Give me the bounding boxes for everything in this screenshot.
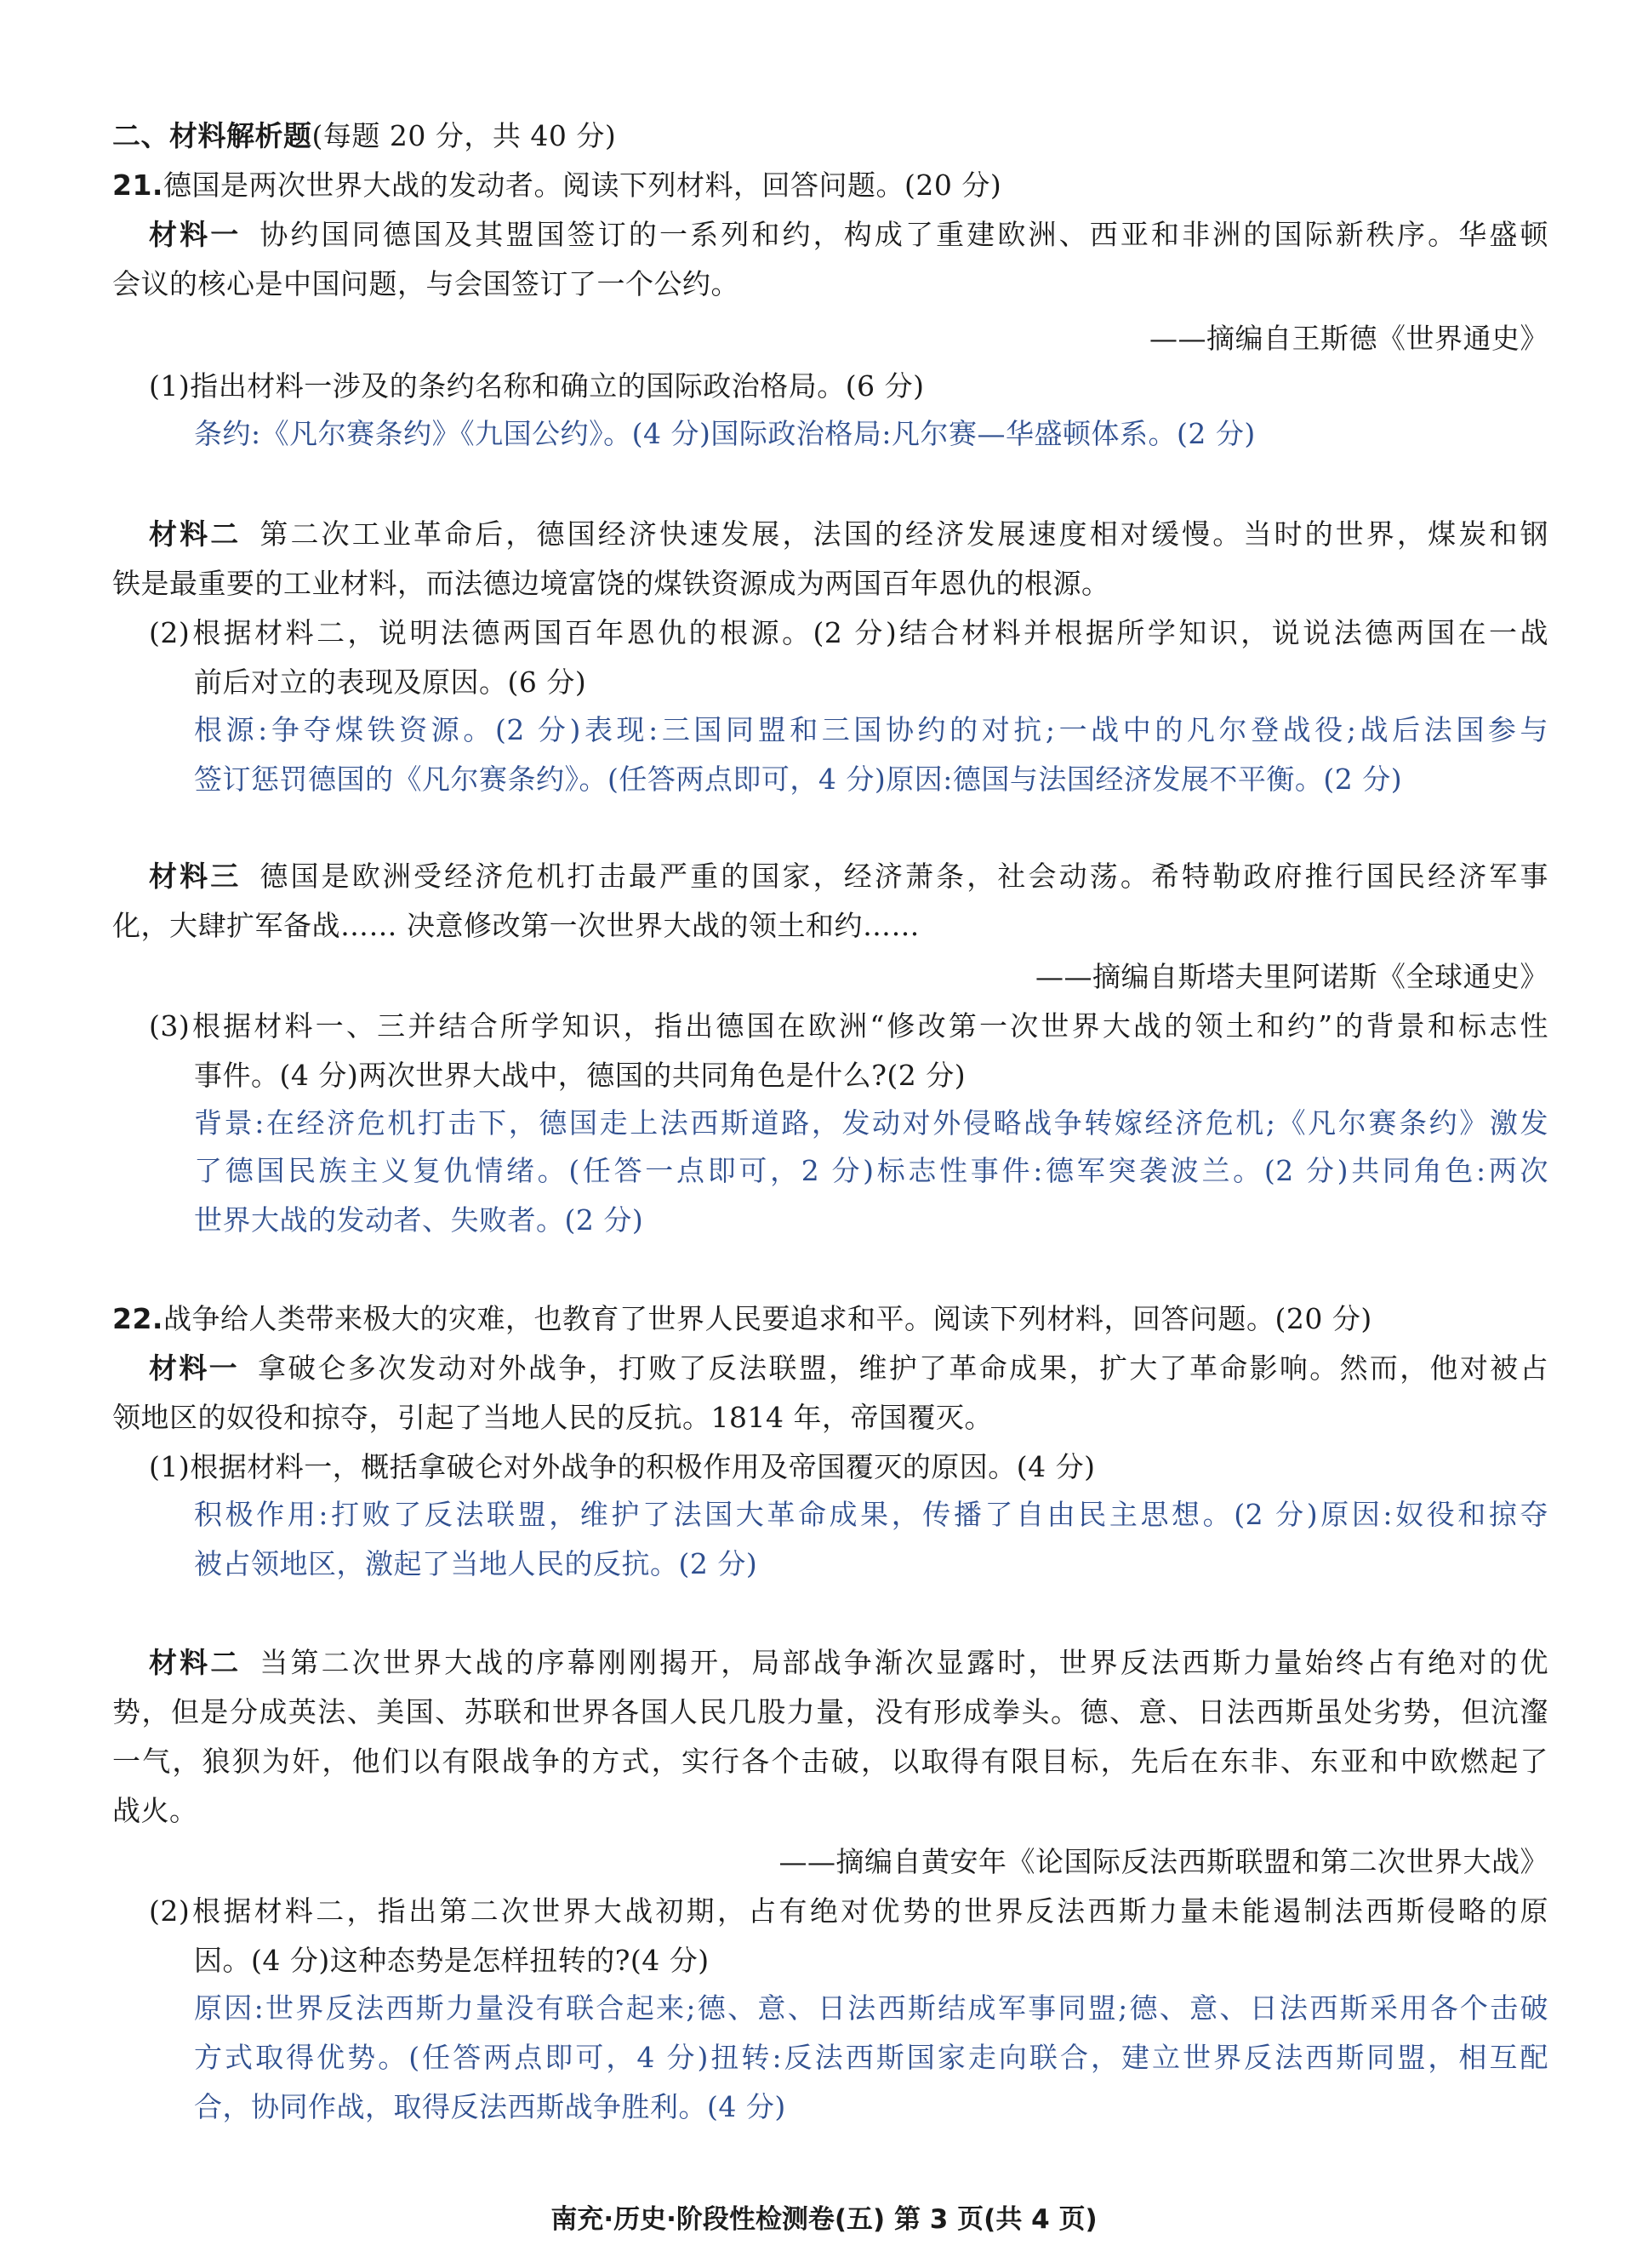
q22-material2-line3: 一气，狼狈为奸，他们以有限战争的方式，实行各个击破，以取得有限目标，先后在东非、东亚和中欧燃起了 [112,1745,1548,1778]
q21-answer2-line1: 根源:争夺煤铁资源。(2 分)表现:三国同盟和三国协约的对抗;一战中的凡尔登战役;战后法国参与 [194,713,1548,746]
q22-prompt: 战争给人类带来极大的灾难，也教育了世界人民要追求和平。阅读下列材料，回答问题。(20 分) [163,1302,1372,1335]
section-scoring: (每题 20 分，共 40 分) [311,119,617,152]
q21-answer3-line3: 世界大战的发动者、失败者。(2 分) [194,1203,644,1237]
q21-material3-line1 [149,860,1548,894]
q22-answer2-line3: 合，协同作战，取得反法西斯战争胜利。(4 分) [194,2090,786,2123]
q22-material1-text1: 拿破仑多次发动对外战争，打败了反法联盟，维护了革命成果，扩大了革命影响。然而，他对被占 [257,1351,1549,1385]
q22-question2-line1: (2)根据材料二，指出第二次世界大战初期，占有绝对优势的世界反法西斯力量未能遏制法西斯侵略的原 [149,1894,1548,1928]
q21-prompt: 德国是两次世界大战的发动者。阅读下列材料，回答问题。(20 分) [163,169,1002,202]
q22-question2-line2: 因。(4 分)这种态势是怎样扭转的?(4 分) [194,1944,710,1977]
q21-answer3-line2: 了德国民族主义复仇情绪。(任答一点即可，2 分)标志性事件:德军突袭波兰。(2 分)共同角色:两次 [194,1154,1548,1187]
q22-material2-label: 材料二 [149,1646,242,1679]
q21-answer1: 条约:《凡尔赛条约》《九国公约》。(4 分)国际政治格局:凡尔赛—华盛顿体系。(2 分) [194,417,1256,450]
page-footer: 南充·历史·阶段性检测卷(五) 第 3 页(共 4 页) [550,2204,1098,2235]
q21-material1-text1: 协约国同德国及其盟国签订的一系列和约，构成了重建欧洲、西亚和非洲的国际新秩序。华盛顿 [259,218,1548,251]
q21-material2-line1 [149,517,1548,551]
q21-prompt-line [112,169,1001,203]
q21-material1-line1 [149,218,1548,252]
q22-answer2-line2: 方式取得优势。(任答两点即可，4 分)扭转:反法西斯国家走向联合，建立世界反法西斯同盟，相互配 [194,2041,1548,2074]
q22-number: 22. [112,1302,163,1335]
q22-question1: (1)根据材料一，概括拿破仑对外战争的积极作用及帝国覆灭的原因。(4 分) [149,1450,1096,1483]
q21-material3-source: ——摘编自斯塔夫里阿诺斯《全球通史》 [1035,960,1548,993]
q22-material2-line4: 战火。 [112,1794,198,1827]
section-header [112,119,616,153]
q21-number: 21. [112,169,163,202]
q22-answer1-line1: 积极作用:打败了反法联盟，维护了法国大革命成果，传播了自由民主思想。(2 分)原因:奴役和掠夺 [194,1498,1548,1531]
q22-prompt-line [112,1302,1372,1336]
section-title: 二、材料解析题 [112,119,312,152]
q21-material2-text1: 第二次工业革命后，德国经济快速发展，法国的经济发展速度相对缓慢。当时的世界，煤炭和钢 [259,517,1548,551]
q21-answer3-line1: 背景:在经济危机打击下，德国走上法西斯道路，发动对外侵略战争转嫁经济危机;《凡尔赛条约》激发 [194,1106,1548,1140]
q21-question3-line1: (3)根据材料一、三并结合所学知识，指出德国在欧洲“修改第一次世界大战的领土和约”的背景和标志性 [149,1009,1548,1043]
q22-material2-source: ——摘编自黄安年《论国际反法西斯联盟和第二次世界大战》 [778,1845,1548,1878]
q21-material2-line2: 铁是最重要的工业材料，而法德边境富饶的煤铁资源成为两国百年恩仇的根源。 [112,567,1110,600]
q21-material3-text1: 德国是欧洲受经济危机打击最严重的国家，经济萧条，社会动荡。希特勒政府推行国民经济军事 [259,860,1548,893]
q21-material1-label: 材料一 [149,218,242,251]
q21-question2-line1: (2)根据材料二，说明法德两国百年恩仇的根源。(2 分)结合材料并根据所学知识，说说法德两国在一战 [149,616,1548,649]
q22-material2-text1: 当第二次世界大战的序幕刚刚揭开，局部战争渐次显露时，世界反法西斯力量始终占有绝对的优 [259,1646,1548,1679]
q22-answer1-line2: 被占领地区，激起了当地人民的反抗。(2 分) [194,1547,758,1580]
q21-question3-line2: 事件。(4 分)两次世界大战中，德国的共同角色是什么?(2 分) [194,1059,967,1092]
q21-material3-line2: 化，大肆扩军备战…… 决意修改第一次世界大战的领土和约…… [112,909,920,942]
q22-material1-label: 材料一 [149,1351,239,1385]
q21-answer2-line2: 签订惩罚德国的《凡尔赛条约》。(任答两点即可，4 分)原因:德国与法国经济发展不平衡。(2 分) [194,763,1403,796]
q22-material1-line1 [149,1351,1548,1385]
q22-material2-line2: 势，但是分成英法、美国、苏联和世界各国人民几股力量，没有形成拳头。德、意、日法西斯虽处劣势，但沆瀣 [112,1695,1548,1728]
q21-material2-label: 材料二 [149,517,242,551]
q21-material1-source: ——摘编自王斯德《世界通史》 [1149,322,1548,355]
q22-material1-line2: 领地区的奴役和掠夺，引起了当地人民的反抗。1814 年，帝国覆灭。 [112,1401,993,1434]
q21-question1: (1)指出材料一涉及的条约名称和确立的国际政治格局。(6 分) [149,369,925,403]
q21-question2-line2: 前后对立的表现及原因。(6 分) [194,666,587,699]
q21-material1-line2: 会议的核心是中国问题，与会国签订了一个公约。 [112,267,739,300]
q22-material2-line1 [149,1646,1548,1680]
q22-answer2-line1: 原因:世界反法西斯力量没有联合起来;德、意、日法西斯结成军事同盟;德、意、日法西斯采用各个击破 [194,1991,1548,2025]
q21-material3-label: 材料三 [149,860,242,893]
